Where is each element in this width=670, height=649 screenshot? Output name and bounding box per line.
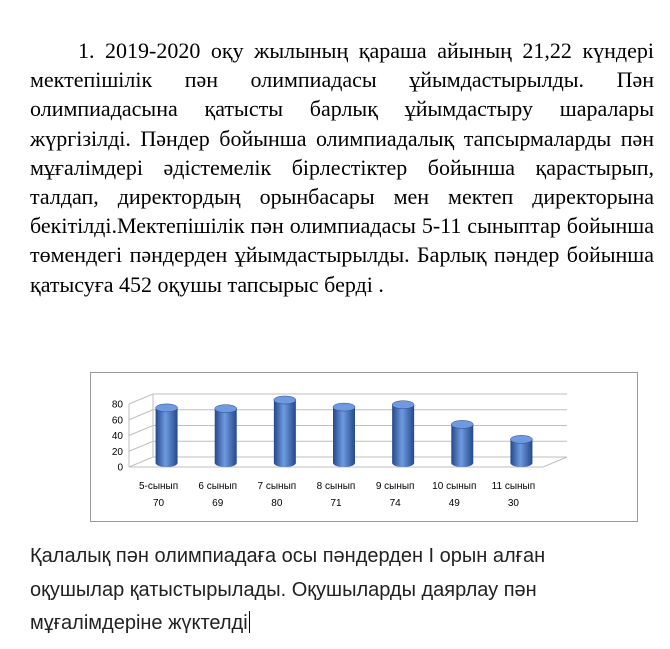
gridline xyxy=(129,394,567,404)
y-tick-label: 0 xyxy=(117,462,123,474)
bar-top xyxy=(451,420,473,428)
x-value-label: 70 xyxy=(153,498,165,509)
paragraph-intro: 1. 2019-2020 оқу жылының қараша айының 21,22 күндері мектепішілік пән олимпиадасы ұйымдастырылды. Пән олимпиадасына қатысты барлық ұйымдастыру шаралары жүргізілді. Пәндер бойынша олимпиадалық тапсырмаларды пән мұғалімдері әдістемелік бірлестіктер бойынша қарастырып, талдап, директордың орынбасары мен мектеп директорына бекітілді.Мектепішілік пән олимпиадасы 5-11 сыныптар бойынша төмендегі пәндерден ұйымдастырылды. Барлық пәндер бойынша қатысуға 452 оқушы тапсырыс берді . xyxy=(30,38,654,297)
x-category-label: 11 сынып xyxy=(491,481,536,492)
x-value-label: 69 xyxy=(212,498,224,509)
bar-top xyxy=(215,405,237,413)
x-value-label: 71 xyxy=(330,498,342,509)
chart-container xyxy=(90,372,638,522)
bar-7 сынып xyxy=(274,400,296,467)
y-tick-label: 40 xyxy=(111,431,123,442)
paragraph-conclusion xyxy=(30,540,630,641)
x-category-label: 10 сынып xyxy=(432,481,477,492)
bar-6 сынып xyxy=(215,409,237,467)
bar-10 сынып xyxy=(451,424,473,467)
bar-9 сынып xyxy=(392,405,414,467)
x-category-label: 5-сынып xyxy=(138,481,179,492)
x-value-label: 49 xyxy=(448,498,460,509)
x-category-label: 9 сынып xyxy=(375,481,415,492)
x-value-label: 80 xyxy=(271,498,283,509)
bar-top xyxy=(274,396,296,404)
bar-top xyxy=(510,435,532,443)
y-tick-label: 20 xyxy=(111,446,123,458)
y-tick-label: 80 xyxy=(111,399,123,411)
paragraph-conclusion-text: Қалалық пән олимпиадаға осы пәндерден І орын алған оқушылар қатыстырылады. Оқушыларды даярлау пән мұғалімдеріне жүктелді xyxy=(30,545,546,634)
y-tick-label: 60 xyxy=(111,415,123,427)
x-category-label: 7 сынып xyxy=(257,481,297,492)
bar-5-сынып xyxy=(156,408,178,467)
bar-top xyxy=(333,403,355,411)
bar-8 сынып xyxy=(333,407,355,467)
x-value-label: 74 xyxy=(389,498,401,509)
bar-top xyxy=(156,404,178,412)
x-category-label: 8 сынып xyxy=(316,481,356,492)
bar-chart xyxy=(91,373,637,521)
x-category-label: 6 сынып xyxy=(198,481,238,492)
bar-top xyxy=(392,401,414,409)
text-cursor xyxy=(249,611,250,633)
x-value-label: 30 xyxy=(507,498,519,509)
